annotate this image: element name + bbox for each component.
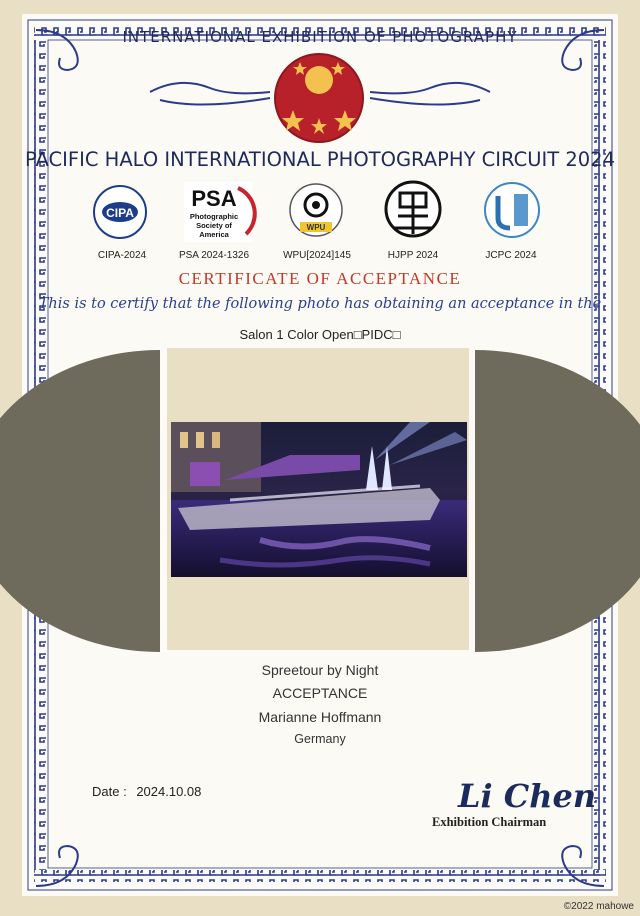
svg-text:PSA: PSA <box>191 186 237 211</box>
wpu-logo-icon <box>290 184 342 236</box>
certify-statement: This is to certify that the following photo has obtaining an acceptance in the <box>38 296 602 312</box>
exhibition-title: INTERNATIONAL EXHIBITION OF PHOTOGRAPHY <box>122 28 518 46</box>
logo-caption-psa: PSA 2024-1326 <box>178 250 250 261</box>
psa-logo-icon <box>184 182 255 242</box>
svg-text:Li Chen: Li Chen <box>458 777 597 815</box>
logo-caption-wpu: WPU[2024]145 <box>283 250 351 261</box>
author-country: Germany <box>294 732 346 746</box>
logo-caption-hjpp: HJPP 2024 <box>387 250 439 261</box>
salon-name: Salon 1 Color Open□PIDC□ <box>239 327 401 342</box>
svg-text:WPU: WPU <box>306 223 326 232</box>
copyright-notice: ©2022 mahowe <box>563 901 634 912</box>
cipa-logo-icon <box>94 186 146 238</box>
photo-title: Spreetour by Night <box>261 662 379 678</box>
acceptance-result: ACCEPTANCE <box>272 685 368 701</box>
logo-caption-cipa: CIPA-2024 <box>97 250 147 261</box>
svg-text:America: America <box>199 230 229 239</box>
logo-caption-jcpc: JCPC 2024 <box>485 250 537 261</box>
emblem-icon <box>275 54 363 142</box>
signatory-title: Exhibition Chairman <box>432 815 547 829</box>
jcpc-logo-icon <box>485 183 539 237</box>
signature-icon <box>457 777 596 815</box>
svg-text:CIPA: CIPA <box>106 206 134 220</box>
date-row <box>92 784 201 799</box>
circuit-title: PACIFIC HALO INTERNATIONAL PHOTOGRAPHY CIRCUIT 2024 <box>25 148 615 171</box>
svg-text:Society of: Society of <box>196 221 232 230</box>
hjpp-logo-icon <box>386 182 440 236</box>
date-value: 2024.10.08 <box>136 784 202 799</box>
svg-text:Photographic: Photographic <box>189 212 239 221</box>
date-label: Date : <box>92 784 127 799</box>
photo-image <box>171 422 467 577</box>
certificate-heading: CERTIFICATE OF ACCEPTANCE <box>178 269 462 288</box>
author-name: Marianne Hoffmann <box>258 709 382 725</box>
